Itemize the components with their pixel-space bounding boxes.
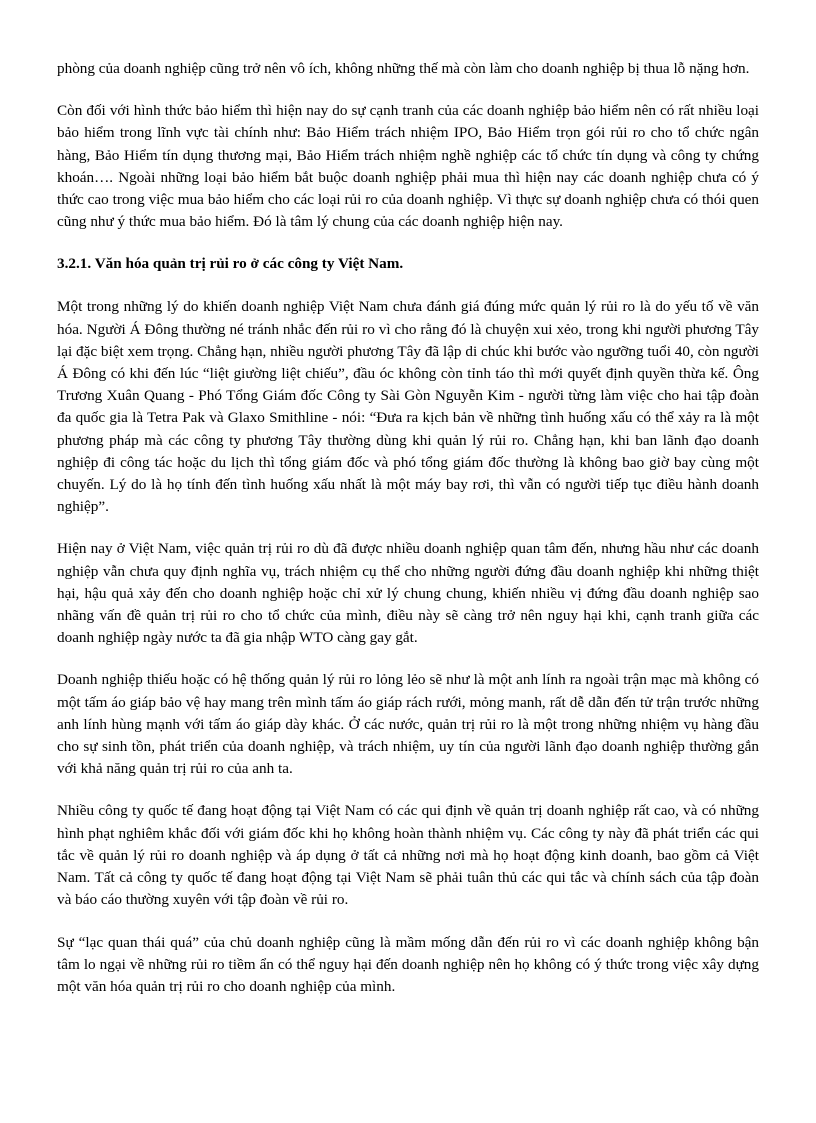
paragraph-continuation: phòng của doanh nghiệp cũng trở nên vô ích, không những thế mà còn làm cho doanh nghiệp bị thua lỗ nặng hơn. (57, 60, 750, 77)
section-heading: 3.2.1. Văn hóa quản trị rủi ro ở các công ty Việt Nam. (57, 255, 404, 273)
paragraph-overoptimism: Sự “lạc quan thái quá” của chủ doanh nghiệp cũng là mầm mống dẫn đến rủi ro vì các doanh nghiệp không bận tâm lo ngại về những rủi ro tiềm ẩn có thể nguy hại đến doanh nghiệp nên họ không có ý thức trong việc xây dựng một văn hóa quản trị rủi ro cho doanh nghiệp của mình. (57, 933, 759, 995)
paragraph-current-situation: Hiện nay ở Việt Nam, việc quản trị rủi ro dù đã được nhiều doanh nghiệp quan tâm đến, nhưng hầu như các doanh nghiệp vẫn chưa quy định nghĩa vụ, trách nhiệm cụ thể cho những người đứng đầu doanh nghiệp khi những thiệt hại, hậu quả xảy đến cho doanh nghiệp hoặc chỉ xử lý chung chung, khiến nhiều vị đứng đầu doanh nghiệp sao nhãng vấn đề quản trị rủi ro cho tổ chức của mình, điều này sẽ càng trở nên nguy hại khi, cạnh tranh giữa các doanh nghiệp ngày nước ta đã gia nhập WTO càng gay gắt. (57, 540, 759, 647)
paragraph-insurance: Còn đối với hình thức bảo hiểm thì hiện nay do sự cạnh tranh của các doanh nghiệp bảo hiểm nên có rất nhiều loại bảo hiểm trong lĩnh vực tài chính như: Bảo Hiểm trách nhiệm IPO, Bảo Hiểm trọn gói rủi ro cho tổ chức ngân hàng, Bảo Hiểm tín dụng thương mại, Bảo Hiểm trách nhiệm nghề nghiệp các tổ chức tín dụng và công ty chứng khoán…. Ngoài những loại bảo hiểm bắt buộc doanh nghiệp phải mua thì hiện nay các doanh nghiệp chưa có ý thức cao trong việc mua bảo hiểm cho các loại rủi ro của doanh nghiệp. Vì thực sự doanh nghiệp chưa có thói quen cũng như ý thức mua bảo hiểm. Đó là tâm lý chung của các doanh nghiệp hiện nay. (57, 102, 759, 231)
paragraph-armor-analogy: Doanh nghiệp thiếu hoặc có hệ thống quản lý rủi ro lỏng lẻo sẽ như là một anh lính ra ngoài trận mạc mà không có một tấm áo giáp bảo vệ hay mang trên mình tấm áo giáp rách rưới, mỏng manh, rất dễ dẫn đến tử trận trước những anh lính hùng mạnh với tấm áo giáp dày khác. Ở các nước, quản trị rủi ro là một trong những nhiệm vụ hàng đầu cho sự sinh tồn, phát triển của doanh nghiệp, và trách nhiệm, uy tín của người lãnh đạo doanh nghiệp thường gắn với khả năng quản trị rủi ro của anh ta. (57, 671, 759, 778)
document-page (57, 58, 759, 1018)
paragraph-culture-reasons: Một trong những lý do khiến doanh nghiệp Việt Nam chưa đánh giá đúng mức quản lý rủi ro là do yếu tố về văn hóa. Người Á Đông thường né tránh nhắc đến rủi ro vì cho rằng đó là chuyện xui xẻo, trong khi người phương Tây lại đặc biệt xem trọng. Chẳng hạn, nhiều người phương Tây đã lập di chúc khi bước vào ngưỡng tuổi 40, còn người Á Đông có khi đến lúc “liệt giường liệt chiếu”, đầu óc không còn tỉnh táo thì mới quyết định quyền thừa kế. Ông Trương Xuân Quang - Phó Tổng Giám đốc Công ty Sài Gòn Nguyễn Kim - người từng làm việc cho hai tập đoàn đa quốc gia là Tetra Pak và Glaxo Smithline - nói: “Đưa ra kịch bản về những tình huống xấu có thể xảy ra là một phương pháp mà các công ty phương Tây thường dùng khi quản lý rủi ro. Chẳng hạn, khi ban lãnh đạo doanh nghiệp đi công tác hoặc du lịch thì tổng giám đốc và phó tổng giám đốc thường là không bao giờ bay cùng một chuyến. Lý do là họ tính đến tình huống xấu nhất là một máy bay rơi, thì vẫn có người tiếp tục điều hành doanh nghiệp”. (57, 298, 759, 516)
paragraph-international-companies: Nhiều công ty quốc tế đang hoạt động tại Việt Nam có các qui định về quản trị doanh nghiệp rất cao, và có những hình phạt nghiêm khắc đối với giám đốc khi họ không hoàn thành nhiệm vụ. Các công ty này đã phát triển các qui tắc về quản lý rủi ro doanh nghiệp và áp dụng ở tất cả những nơi mà họ hoạt động kinh doanh, bao gồm cả Việt Nam. Tất cả công ty quốc tế đang hoạt động tại Việt Nam sẽ phải tuân thủ các qui tắc và chính sách của tập đoàn và báo cáo thường xuyên với tập đoàn về rủi ro. (57, 802, 759, 909)
